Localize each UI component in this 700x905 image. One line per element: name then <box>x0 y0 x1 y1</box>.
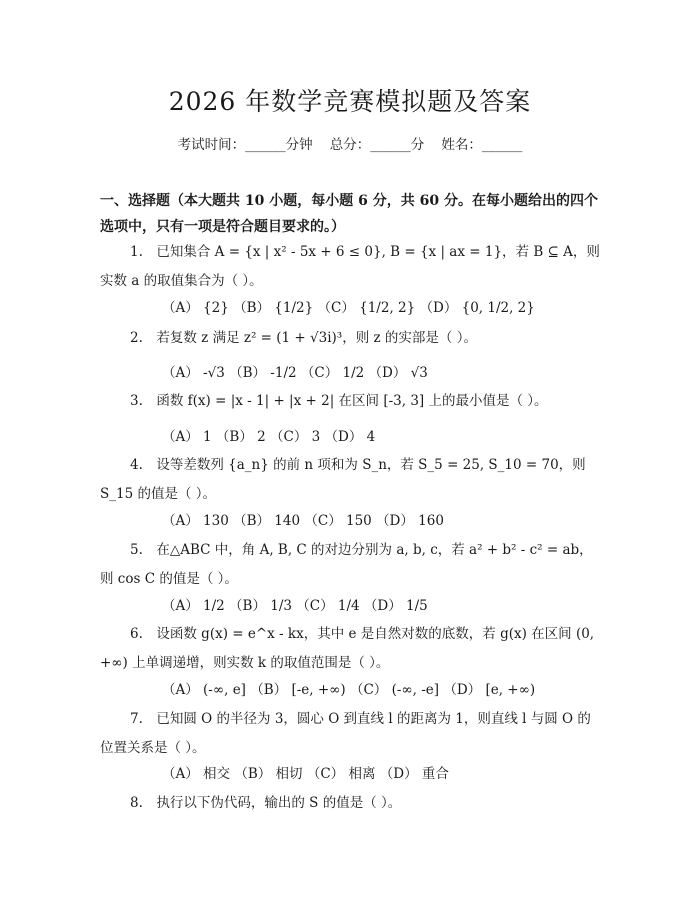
question-6 <box>100 620 600 678</box>
question-3-options: （A） 1 （B） 2 （C） 3 （D） 4 <box>162 429 376 445</box>
question-text: 5. 在△ABC 中，角 A, B, C 的对边分别为 a, b, c，若 a² + b² - c² = ab，则 cos C 的值是（ ）。 <box>100 542 593 587</box>
question-2-options: （A） -√3 （B） -1/2 （C） 1/2 （D） √3 <box>162 365 428 381</box>
question-text: 7. 已知圆 O 的半径为 3，圆心 O 到直线 l 的距离为 1，则直线 l 与圆 O 的位置关系是（ ）。 <box>100 711 591 756</box>
exam-info-line: 考试时间：______分钟 总分：______分 姓名：______ <box>177 137 523 153</box>
question-text: 2. 若复数 z 满足 z² = (1 + √3i)³，则 z 的实部是（ ）。 <box>130 330 477 346</box>
question-text: 8. 执行以下伪代码，输出的 S 的值是（ ）。 <box>130 795 402 811</box>
question-1 <box>100 238 600 296</box>
question-1-options: （A） {2} （B） {1/2} （C） {1/2, 2} （D） {0, 1/2, 2} <box>162 300 535 316</box>
question-8 <box>100 789 600 818</box>
question-text: 3. 函数 f(x) = |x - 1| + |x + 2| 在区间 [-3, 3] 上的最小值是（ ）。 <box>130 393 548 409</box>
question-text: 4. 设等差数列 {a_n} 的前 n 项和为 S_n，若 S_5 = 25, S_10 = 70，则 S_15 的值是（ ）。 <box>100 457 586 502</box>
question-5-options: （A） 1/2 （B） 1/3 （C） 1/4 （D） 1/5 <box>162 598 428 614</box>
question-3 <box>100 387 600 416</box>
question-4-options: （A） 130 （B） 140 （C） 150 （D） 160 <box>162 513 444 529</box>
question-5 <box>100 536 600 594</box>
question-text: 6. 设函数 g(x) = e^x - kx，其中 e 是自然对数的底数，若 g(x) 在区间 (0, +∞) 上单调递增，则实数 k 的取值范围是（ ）。 <box>100 626 595 671</box>
question-4 <box>100 451 600 509</box>
question-6-options: （A） (-∞, e] （B） [-e, +∞) （C） (-∞, -e] （D） [e, +∞) <box>162 682 536 698</box>
question-7-options: （A） 相交 （B） 相切 （C） 相离 （D） 重合 <box>162 766 449 782</box>
page-title: 2026 年数学竞赛模拟题及答案 <box>168 87 532 116</box>
question-2 <box>100 324 600 353</box>
question-7 <box>100 705 600 763</box>
question-text: 1. 已知集合 A = {x | x² - 5x + 6 ≤ 0}, B = {x | ax = 1}，若 B ⊆ A，则实数 a 的取值集合为（ ）。 <box>100 244 600 289</box>
section-heading: 一、选择题（本大题共 10 小题，每小题 6 分，共 60 分。在每小题给出的四个选项中，只有一项是符合题目要求的。） <box>100 193 598 235</box>
